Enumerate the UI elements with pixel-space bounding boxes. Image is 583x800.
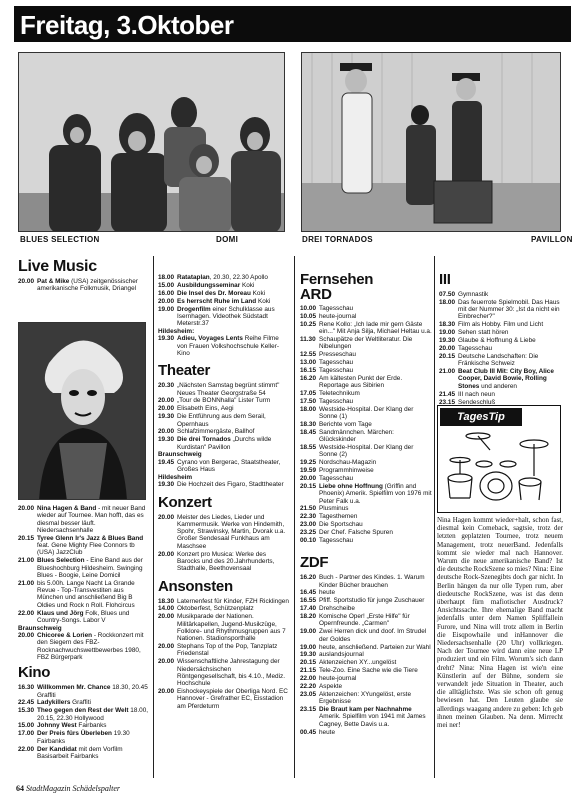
list-item: 21.50 Plusminus [300, 505, 349, 513]
list-item: 18.20 Komische Oper! „Erste Hilfe" für Opernfreunde. „Carmen" [300, 613, 410, 628]
column-live-music-cont [18, 505, 150, 761]
photo-illustration-right [302, 53, 561, 232]
list-item: 19.59 Programmhinweise [300, 467, 374, 475]
list-item: 22.20 Aspekte [300, 682, 343, 690]
list-item: 23.05 Aktenzeichen: XYungelöst, erste Ergebnisse [300, 690, 412, 706]
list-item: 17.40 Drehscheibe [300, 605, 355, 613]
list-item: 19.30 Adieu, Voyages Lents Reihe Filme von Frauen Volkshochschule Keller-Kino [158, 335, 279, 357]
band-photo-right [301, 52, 561, 232]
list-item: 20.00 Schlafzimmergäste, Ballhof [158, 428, 255, 436]
list-item: 22.00 Der Kandidat mit dem Vorfilm Basisarbeit Fairbanks [18, 745, 123, 760]
list-item: 20.00 Konzert pro Musica: Werke des Barocks und des 20.Jahrhunderts, Stadthalle, Beethovensaal [158, 550, 275, 573]
column-divider [434, 256, 435, 778]
caption-blues-selection: BLUES SELECTION [20, 235, 100, 244]
list-item: 15.00 Johnny West Fairbanks [18, 722, 107, 730]
list-item: 18.30 Laternenfest für Kinder, FZH Ricklingen [158, 597, 289, 605]
list-item: 23.25 Der Chef. Falsche Spuren [300, 529, 393, 537]
list-item: 19.30 Glaube & Hoffnung & Liebe [439, 337, 536, 345]
list-item: 19.30 auslandsjournal [300, 651, 364, 659]
list-item: 20.00 Nina Hagen & Band - mit neuer Band wieder auf Tournee. Man hofft, das es diesmal besser läuft. Niedersachsenhalle [18, 505, 146, 534]
section-theater: Theater [158, 362, 211, 380]
list-item: 16.20 Am kältesten Punkt der Erde. Reportage aus Sibirien [300, 374, 403, 390]
list-item: 20.00 Eishockeyspiele der Oberliga Nord. EC Hannover - Grefrather EC, Eisstadion am Pferdeturm [158, 688, 288, 710]
list-item: 00.10 Tagesschau [300, 536, 354, 544]
list-item: 18.55 Westside-Hospital. Der Klang der Sonne (2) [300, 444, 414, 459]
list-item: 23.15 Die Braut kam per Nachnahme Amerik. Spielfilm von 1941 mit James Cagney, Bette Davis u.a. [300, 706, 426, 728]
list-item: 19.30 Die drei Tornados „Durchs wilde Kurdistan" Pavillon [158, 436, 272, 451]
portrait-illustration [19, 323, 146, 500]
list-item: 14.00 Oktoberfest, Schützenplatz [158, 605, 254, 613]
list-item: 11.30 Schaupätze der Weltliteratur. Die Nibelungen [300, 335, 413, 351]
list-item: 20.00 Meister des Liedes, Lieder und Kammermusik. Werke von Hindemith, Spohr, Strawinsky, Martin, Dvorak u.a. Großer Sendesaal Funkhaus am Maschsee [158, 513, 286, 550]
list-item: 20.15 Liebe ohne Hoffnung (Griffin and Phoenix) Amerik. Spielfilm von 1976 mit Peter Falk u.a. [300, 482, 432, 505]
city-braunschweig: Braunschweig [18, 624, 62, 632]
list-item: 23.00 Die Sportschau [300, 521, 363, 529]
list-item: 15.00 Ausbildungsseminar Koki [158, 281, 255, 289]
magazine-name: StadtMagazin Schädelspalter [26, 784, 120, 793]
caption-domi: DOMI [216, 235, 239, 244]
list-item: 10.25 Rene Kollo: „Ich lade mir gern Gäste ein..." Mit Anja Silja, Michael Heltau u.a. [300, 320, 432, 336]
list-item: 20.00 Pat & Mike (USA) zeitgenössischer amerikanische Folkmusik, Driangel [18, 278, 138, 293]
list-item: 20.15 Deutsche Landschaften: Die Fränkische Schweiz [439, 352, 539, 368]
list-item: 18.45 Sandmännchen. Märchen: Glückskinder [300, 428, 394, 444]
section-kino: Kino [18, 664, 51, 682]
section-konzert: Konzert [158, 493, 212, 511]
column-live-music [18, 256, 150, 293]
list-item: 21.00 Blues Selection - Eine Band aus der Blueshochburg Hildesheim. Swinging Blues - Boogie, Leine Domicil [18, 557, 143, 579]
list-item: 07.50 Gymnastik [439, 291, 489, 298]
photo-illustration-left [19, 53, 285, 232]
tagestip-title: TagesTip [440, 408, 522, 426]
page-title: Freitag, 3.Oktober [20, 10, 234, 40]
list-item: 20.30 „Nächsten Samstag begrünt stimmt" Neues Theater Georgstraße 54 [158, 382, 280, 397]
city-hildesheim: Hildesheim: [158, 328, 195, 336]
city-hildesheim: Hildesheim [158, 473, 193, 481]
caption-drei-tornados: DREI TORNADOS [302, 235, 373, 244]
column-fernsehen [300, 272, 432, 736]
column-theater [158, 274, 290, 711]
list-item: 12.55 Presseschau [300, 351, 356, 359]
page-number: 64 [16, 784, 24, 793]
list-item: 16.00 Die Insel des Dr. Moreau Koki [158, 289, 266, 297]
list-item: 19.30 Die Entführung aus dem Serail, Opernhaus [158, 413, 266, 428]
tagestip-text: Nina Hagen kommt wieder+halt, schon fast, diesmal kein Comeback, sagtsie, trotz der letzten geplatzten Tournee, trotz neuem Management, trotz neuerBand. Jedenfalls kommt sie wieder mal nach Hannover. Warum die neue amerikanische Band? Ist die deutsche RockSzene so mies? Nina: Eine deutsche Rock-Szenegibts doch gar nicht. In Berlin hängen da nur olle Typen rum, aber diedeutsche RockSzene, was ist das denn überhaupt fürn mafiotischer Ausdruck? Ansichtssache. Ihre ehemalige Band macht jedenfalls unter dem Namen Spliffallein Furore, und Nina will trotz allem in Berlin die Eisqpowhaile und inHannover die Niedersachsenhalle (20 Uhr) vollkriegen. Nach der Tournee wird dann eine neue LP produziert und ein Film. Worum's sich dann dreht? Nina: Nina Hagen ist wie'n eine Künstlerin auf der Bühne, sondern sie verwandelt jede Situation in Theater, auch die alltäglichste. Was sie schon oft genug bewiesen hat. Den Leuten glaube sie allerdings waagang andere zu geben: Ich geb ihnen meinen Glauben. Na denn. Mirrecht mei ner! [437, 516, 563, 730]
list-item: 10.00 Tagesschau [300, 305, 354, 312]
column-divider [294, 256, 295, 778]
city-braunschweig: Braunschweig [158, 451, 202, 459]
list-item: 22.00 Klaus und Jörg Folk, Blues und Country-Songs. Labor V [18, 609, 130, 624]
list-item: 16.20 Buch - Partner des Kindes. 1. Warum Kinder Bücher brauchen [300, 574, 425, 589]
list-item: 19.30 Die Hochzeit des Figaro, Stadttheater [158, 481, 284, 489]
live-top-list [18, 278, 150, 293]
nina-hagen-photo [18, 322, 146, 500]
list-item: 20.15 Aktenzeichen XY...ungelöst [300, 659, 397, 667]
page-header [14, 6, 571, 44]
section-live-music: Live Music [18, 258, 97, 275]
list-item: 19.00 Zwei Herren dick und doof. Im Strudel der Goldes [300, 628, 427, 643]
list-item: 19.00 Sehen statt hören [439, 329, 509, 337]
list-item: 20.00 Stephans Top of the Pop, Tanzplatz Friedenstal [158, 643, 278, 658]
list-item: 00.45 heute [300, 728, 335, 736]
list-item: 18.00 Ratataplan, 20.30, 22.30 Apollo [158, 274, 268, 281]
list-item: 17.50 Tagesschau [300, 397, 354, 405]
list-item: 21.45 III nach neun [439, 390, 495, 398]
list-item: 18.30 Berichte vom Tage [300, 420, 372, 428]
list-item: 20.00 Tagesschau [300, 475, 354, 483]
caption-pavillon: PAVILLON [531, 235, 573, 244]
column-divider [153, 256, 154, 778]
list-item: 13.00 Tagesschau [300, 359, 354, 367]
page-footer [16, 784, 120, 793]
list-item: 18.30 Film als Hobby. Film und Licht [439, 321, 544, 329]
list-item: 22.30 Tagesthemen [300, 513, 358, 521]
list-item: 22.00 heute-journal [300, 675, 357, 683]
list-item: 20.00 „Tour de BONNhalla" Lister Turm [158, 397, 271, 405]
section-ard: ARD [300, 286, 332, 303]
list-item: 16.45 heute [300, 589, 335, 597]
list-item: 20.00 Elisabeth Eins, Aegi [158, 405, 234, 413]
list-item: 20.00 Wissenschaftliche Jahrestagung der Niedersächsischen Röntgengesellschaft, bis 4.10., Mediz. Hochschule [158, 658, 285, 688]
list-item: 20.00 Tagesschau [439, 345, 493, 353]
section-iii: III [439, 271, 451, 288]
column-drittes [439, 272, 563, 406]
list-item: 17.05 Teletechnikum [300, 390, 360, 398]
list-item: 20.00 Es herrscht Ruhe im Land Koki [158, 297, 271, 305]
list-item: 23.15 Sendeschluß [439, 398, 496, 406]
section-ansonsten: Ansonsten [158, 577, 233, 595]
list-item: 21.00 bis 5.00h. Lange Nacht La Grande Revue - Top-Transvestiten aus München und anschließend Big B Oldies und Rock n Roll. Flohcircus [18, 579, 135, 609]
list-item: 18.00 Westside-Hospital. Der Klang der Sonne (1) [300, 405, 414, 421]
list-item: 15.30 Theo gegen den Rest der Welt 18.00, 20.15, 22.30 Hollywood [18, 707, 149, 722]
list-item: 21.00 Beat Club III Mit: City Boy, Alice Cooper, David Bowie, Rolling Stones und anderen [439, 368, 554, 390]
list-item: 19.00 Drogenfilm einer Schulklasse aus Isernhagen. Videothek Südstadt Meterstr.37 [158, 305, 275, 328]
list-item: 16.30 Willkommen Mr. Chance 18.30, 20.45 Graffiti [18, 684, 148, 699]
list-item: 20.00 Musikparade der Nationen. Militärkapellen, Jugend-Musikzüge, Folklore- und Rhythmusgruppen aus 7 Nationen. Stadionsporthalle [158, 613, 286, 643]
list-item: 10.05 heute-journal [300, 312, 357, 320]
list-item: 21.15 Tele-Zoo. Eine Sache wie die Tiere [300, 667, 418, 675]
list-item: 19.00 heute, anschließend. Parteien zur Wahl [300, 643, 431, 651]
list-item: 17.00 Der Preis fürs Überleben 19.30 Fairbanks [18, 730, 130, 745]
list-item: 16.15 Tagesschau [300, 366, 354, 374]
list-item: 16.55 Pfiff. Sportstudio für junge Zuschauer [300, 597, 425, 605]
list-item: 20.15 Tyree Glenn Ir's Jazz & Blues Band feat. Gene Mighty Flee Connors tb (USA) JazzClub [18, 534, 144, 557]
list-item: 19.45 Cyrano von Bergerac, Staatstheater, Großes Haus [158, 458, 281, 474]
band-photo-left [18, 52, 285, 232]
list-item: 19.25 Nordschau-Magazin [300, 459, 377, 467]
section-zdf: ZDF [300, 554, 329, 572]
list-item: 20.00 Chicoree & Lorien - Rockkonzert mit den Siegern des FBZ-Rocknachwuchswettbewerbes 1980, FBZ Bürgerpark [18, 632, 144, 661]
section-fernsehen: Fernsehen [300, 271, 374, 288]
list-item: 18.00 Das feuerrote Spielmobil. Das Haus mit der Nummer 30: „Ist da nicht ein Einbrecher?" [439, 298, 560, 321]
list-item: 22.45 Ladykillers Graffiti [18, 699, 91, 707]
